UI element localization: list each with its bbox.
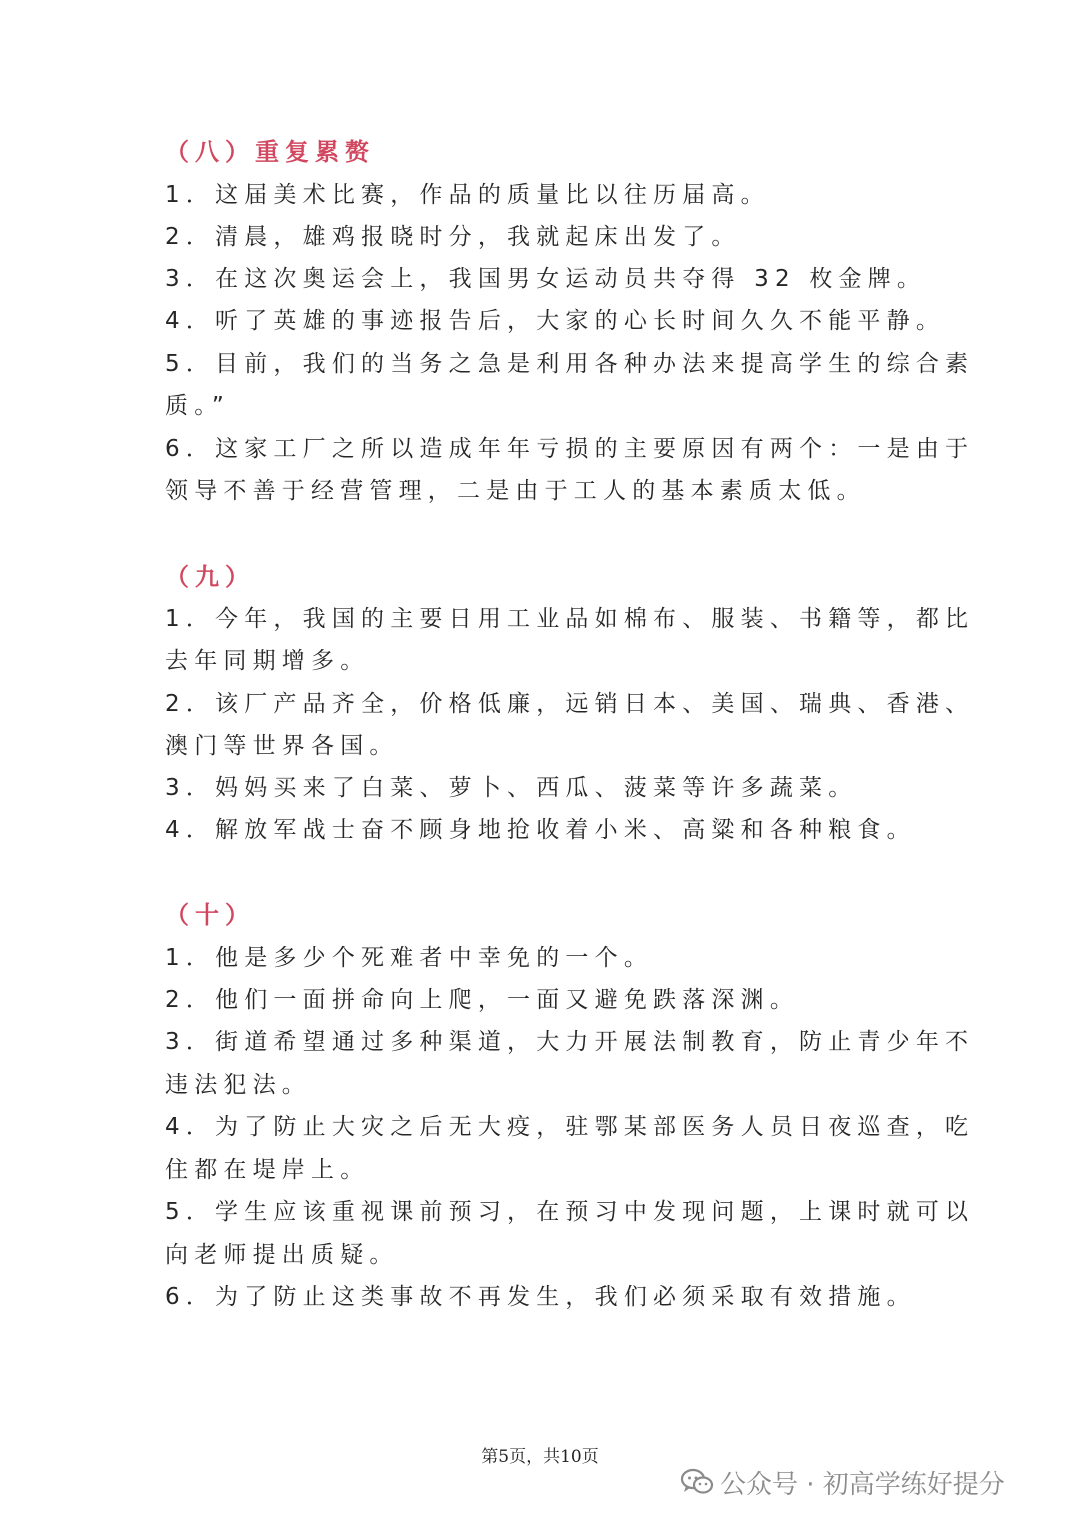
item-line: 澳门等世界各国。 xyxy=(165,733,399,759)
item-line: 4．解放军战士奋不顾身地抢收着小米、高粱和各种粮食。 xyxy=(165,817,916,843)
item-line: 质。” xyxy=(165,393,231,419)
item-line: 2．他们一面拼命向上爬，一面又避免跌落深渊。 xyxy=(165,987,800,1013)
item-line: 3．妈妈买来了白菜、萝卜、西瓜、菠菜等许多蔬菜。 xyxy=(165,775,858,801)
page-number: 第5页，共10页 xyxy=(481,1447,599,1467)
section-heading: （九） xyxy=(165,563,255,591)
item-line: 1．今年，我国的主要日用工业品如棉布、服装、书籍等，都比 xyxy=(165,606,975,632)
section-heading: （八）重复累赘 xyxy=(165,138,375,166)
wechat-icon xyxy=(680,1467,714,1497)
watermark-text: 公众号 · 初高学练好提分 xyxy=(720,1469,1005,1500)
item-line: 6．为了防止这类事故不再发生，我们必须采取有效措施。 xyxy=(165,1284,916,1310)
item-line: 2．清晨，雄鸡报晓时分，我就起床出发了。 xyxy=(165,224,741,250)
item-line: 3．街道希望通过多种渠道，大力开展法制教育，防止青少年不 xyxy=(165,1029,975,1055)
watermark xyxy=(680,1462,1005,1502)
section-heading: （十） xyxy=(165,901,255,929)
item-line: 住都在堤岸上。 xyxy=(165,1157,370,1183)
item-line: 4．为了防止大灾之后无大疫，驻鄂某部医务人员日夜巡查，吃 xyxy=(165,1114,975,1140)
item-line: 去年同期增多。 xyxy=(165,648,370,674)
item-line: 3．在这次奥运会上，我国男女运动员共夺得 32 枚金牌。 xyxy=(165,266,927,292)
item-line: 向老师提出质疑。 xyxy=(165,1242,399,1268)
item-line: 5．学生应该重视课前预习，在预习中发现问题，上课时就可以 xyxy=(165,1199,975,1225)
item-line: 违法犯法。 xyxy=(165,1072,311,1098)
item-line: 5．目前，我们的当务之急是利用各种办法来提高学生的综合素 xyxy=(165,351,975,377)
item-line: 1．他是多少个死难者中幸免的一个。 xyxy=(165,945,654,971)
item-line: 2．该厂产品齐全，价格低廉，远销日本、美国、瑞典、香港、 xyxy=(165,691,975,717)
item-line: 4．听了英雄的事迹报告后，大家的心长时间久久不能平静。 xyxy=(165,308,946,334)
item-line: 领导不善于经营管理，二是由于工人的基本素质太低。 xyxy=(165,478,866,504)
item-line: 6．这家工厂之所以造成年年亏损的主要原因有两个：一是由于 xyxy=(165,436,975,462)
item-line: 1．这届美术比赛，作品的质量比以往历届高。 xyxy=(165,182,770,208)
